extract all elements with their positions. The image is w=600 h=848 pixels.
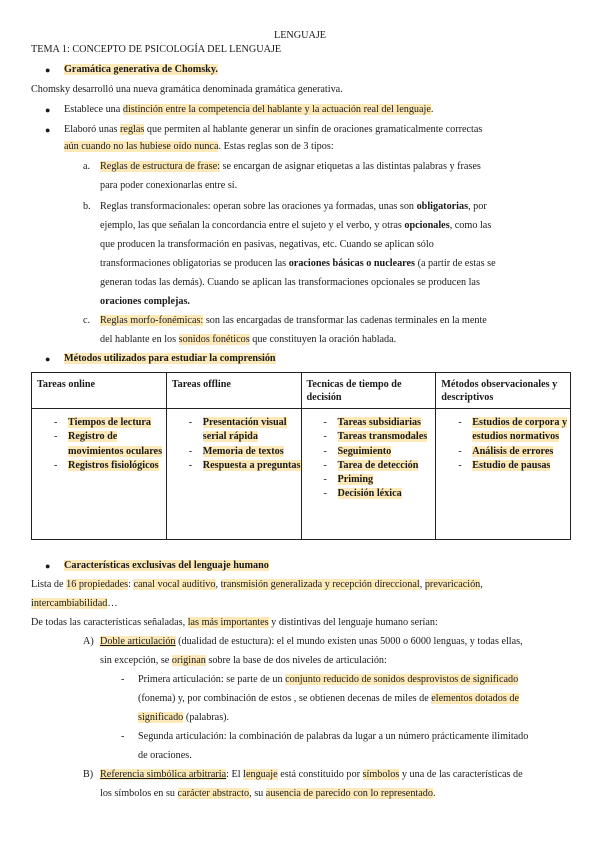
observational-methods-list [458,416,570,473]
list-item: - Priming [323,474,374,486]
table-row [32,409,571,540]
bullet-rules-line2: aún cuando no las hubiese oído nunca. Estas reglas son de 3 tipos: [64,141,334,152]
properties-line1: Lista de 16 propiedades: canal vocal auditivo, transmisión generalizada y recepción direccional, prevaricación, [31,579,483,590]
symbolic-reference-line2: los símbolos en su carácter abstracto, su ausencia de parecido con lo representado. [100,788,436,799]
section-heading-methods: Métodos utilizados para estudiar la comprensión [64,353,276,364]
paragraph-chomsky-intro: Chomsky desarrolló una nueva gramática denominada gramática generativa. [31,84,343,95]
list-item: - Estudio de pausas [458,459,551,471]
rule-a-line1: Reglas de estructura de frase: se encargan de asignar etiquetas a las distintas palabras y frases [100,161,481,172]
list-item: - Tareas transmodales [323,431,428,443]
table-header-cell: Tecnicas de tiempo de decisión [301,373,436,409]
list-item: - Respuesta a preguntas [188,459,301,471]
section-heading-characteristics: Características exclusivas del lenguaje humano [64,560,269,571]
dash-marker: - [121,731,125,742]
list-marker-c: c. [83,315,91,326]
list-item: - Tareas subsidiarias [323,417,422,428]
topic-heading: TEMA 1: CONCEPTO DE PSICOLOGÍA DEL LENGUAJE [31,44,282,55]
decision-time-list [324,416,436,502]
double-articulation-line1: Doble articulación (dualidad de estuctura): el el mundo existen unas 5000 o 6000 lenguas, y todas ellas, [100,636,523,647]
second-articulation-line1: Segunda articulación: la combinación de palabras da lugar a un número prácticamente ilimitado [138,731,529,742]
table-header-cell: Tareas offline [166,373,301,409]
rule-b-line3: que producen la transformación en pasivas, negativas, etc. Cuando se aplican sólo [100,239,434,250]
section-heading-chomsky: Gramática generativa de Chomsky. [64,64,218,75]
first-articulation-line3: significado (palabras). [138,712,230,723]
bullet-competence: Establece una distinción entre la competencia del hablante y la actuación real del lenguaje. [64,104,434,115]
rule-b-line1: Reglas transformacionales: operan sobre las oraciones ya formadas, unas son obligatorias, por [100,201,487,212]
list-item: - Presentación visual serial rápida [188,417,287,443]
rule-c-line1: Reglas morfo-fonémicas: son las encargadas de transformar las cadenas terminales en la mente [100,315,487,326]
rule-b-line2: ejemplo, las que señalan la concordancia entre el sujeto y el verbo, y otras opcionales, como las [100,220,492,231]
bullet-icon: ● [45,105,51,115]
list-item: - Análisis de errores [458,445,554,457]
methods-table [31,372,571,540]
first-articulation-line2: (fonema) y, por combinación de estos , se obtienen decenas de miles de elementos dotados de [138,693,519,704]
table-cell [301,409,436,540]
most-important-line: De todas las características señaladas, las más importantes y distintivas del lenguaje humano serían: [31,617,438,628]
table-cell [436,409,571,540]
offline-tasks-list [189,416,301,473]
list-marker-B: B) [83,769,94,780]
rule-c-line2: del hablante en los sonidos fonéticos que constituyen la oración hablada. [100,334,397,345]
table-cell [166,409,301,540]
list-marker-b: b. [83,201,91,212]
online-tasks-list [54,416,166,473]
bullet-icon: ● [45,354,51,364]
document-title: LENGUAJE [273,30,327,41]
list-item: - Registro de movimientos oculares [54,431,163,457]
list-item: - Tarea de detección [323,459,419,471]
first-articulation-line1: Primera articulación: se parte de un conjunto reducido de sonidos desprovistos de significado [138,674,519,685]
properties-line2: intercambiabilidad… [31,598,118,609]
symbolic-reference-line1: Referencia simbólica arbitraria: El lenguaje está constituido por símbolos y una de las características de [100,769,523,780]
bullet-icon: ● [45,65,51,75]
bullet-icon: ● [45,561,51,571]
list-item: - Seguimiento [323,445,392,457]
list-item: - Memoria de textos [188,445,284,457]
list-item: - Tiempos de lectura [54,417,152,428]
list-item: - Estudios de corpora y estudios normativos [458,417,568,443]
double-articulation-line2: sin excepción, se originan sobre la base de dos niveles de articulación: [100,655,387,666]
table-header-row [32,373,571,409]
table-cell [32,409,167,540]
dash-marker: - [121,674,125,685]
rule-b-line5: generan todas las demás). Cuando se aplican las transformaciones opcionales se producen las [100,277,480,288]
rule-b-line4: transformaciones obligatorias se producen las oraciones básicas o nucleares (a partir de estas se [100,258,496,269]
bullet-rules-line1: Elaboró unas reglas que permiten al hablante generar un sinfín de oraciones gramaticalmente correctas [64,124,483,135]
table-header-cell: Tareas online [32,373,167,409]
second-articulation-line2: de oraciones. [138,750,192,761]
list-item: - Decisión léxica [323,488,402,500]
table-header-cell: Métodos observacionales y descriptivos [436,373,571,409]
list-item: - Registros fisiológicos [54,459,159,471]
list-marker-A: A) [83,636,94,647]
rule-a-line2: para poder conexionarlas entre sí. [100,180,238,191]
rule-b-line6: oraciones complejas. [100,296,190,307]
bullet-icon: ● [45,125,51,135]
list-marker-a: a. [83,161,91,172]
